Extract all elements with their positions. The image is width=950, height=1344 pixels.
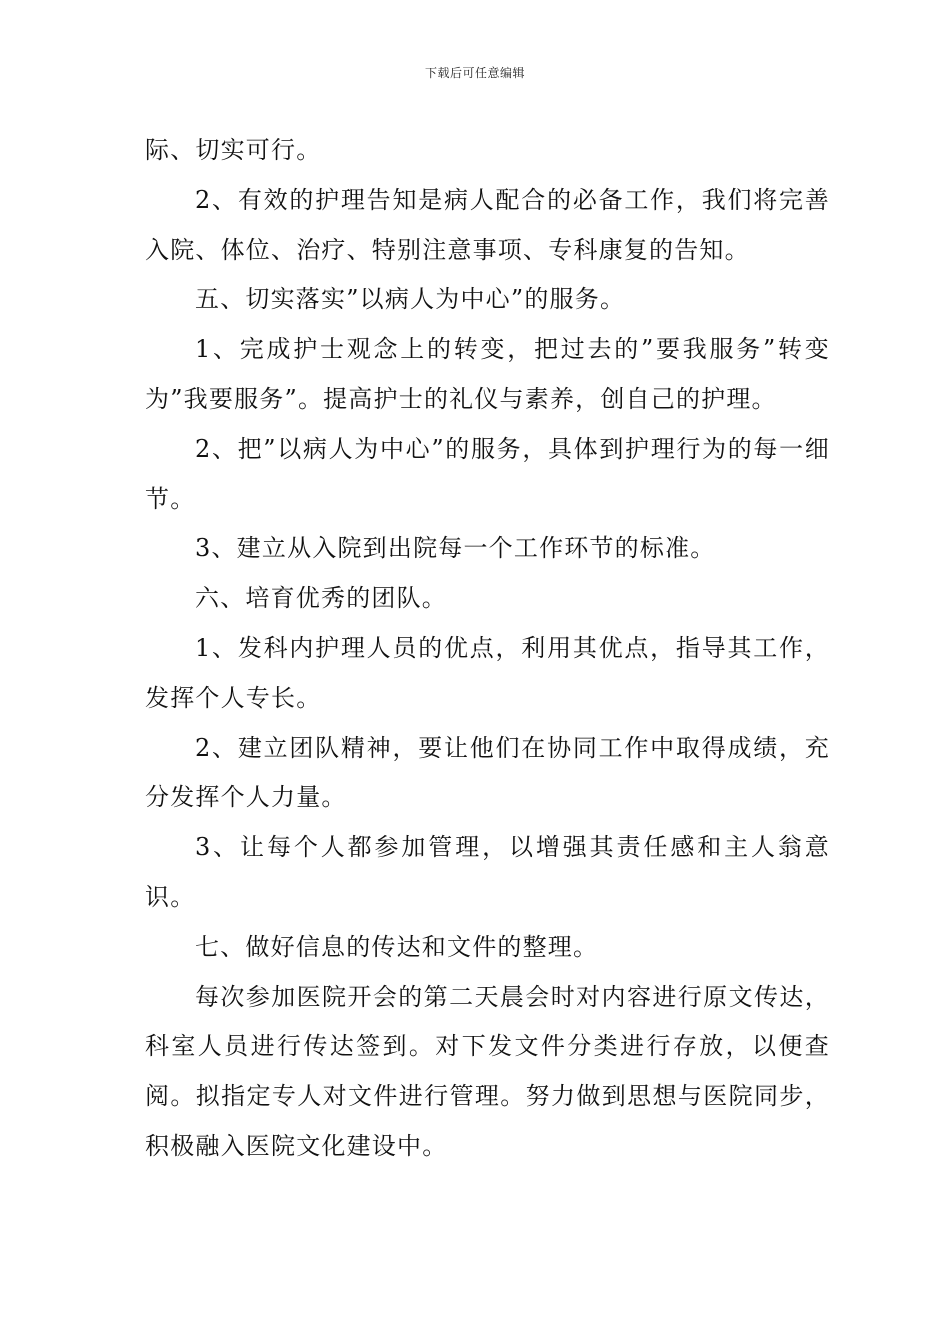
paragraph: 3、让每个人都参加管理，以增强其责任感和主人翁意识。 [145,833,830,911]
page-header: 下载后可任意编辑 [424,66,525,80]
section-heading: 五、切实落实”以病人为中心”的服务。 [195,285,626,314]
paragraph: 2、有效的护理告知是病人配合的必备工作，我们将完善入院、体位、治疗、特别注意事项、专科康复的告知。 [145,185,830,264]
paragraph: 1、发科内护理人员的优点，利用其优点，指导其工作，发挥个人专长。 [145,633,830,712]
paragraph: 1、完成护士观念上的转变，把过去的”要我服务”转变为”我要服务”。提高护士的礼仪与素养，创自己的护理。 [145,335,830,413]
paragraph: 际、切实可行。 [145,136,322,164]
paragraph: 每次参加医院开会的第二天晨会时对内容进行原文传达，科室人员进行传达签到。对下发文件分类进行存放，以便查阅。拟指定专人对文件进行管理。努力做到思想与医院同步，积极融入医院文化建设中。 [145,982,830,1160]
section-heading: 六、培育优秀的团队。 [195,584,447,613]
document-body [145,126,830,1172]
paragraph: 3、建立从入院到出院每一个工作环节的标准。 [195,534,716,563]
paragraph: 2、把”以病人为中心”的服务，具体到护理行为的每一细节。 [145,434,830,513]
section-heading: 七、做好信息的传达和文件的整理。 [195,932,599,961]
paragraph: 2、建立团队精神，要让他们在协同工作中取得成绩，充分发挥个人力量。 [145,733,830,812]
